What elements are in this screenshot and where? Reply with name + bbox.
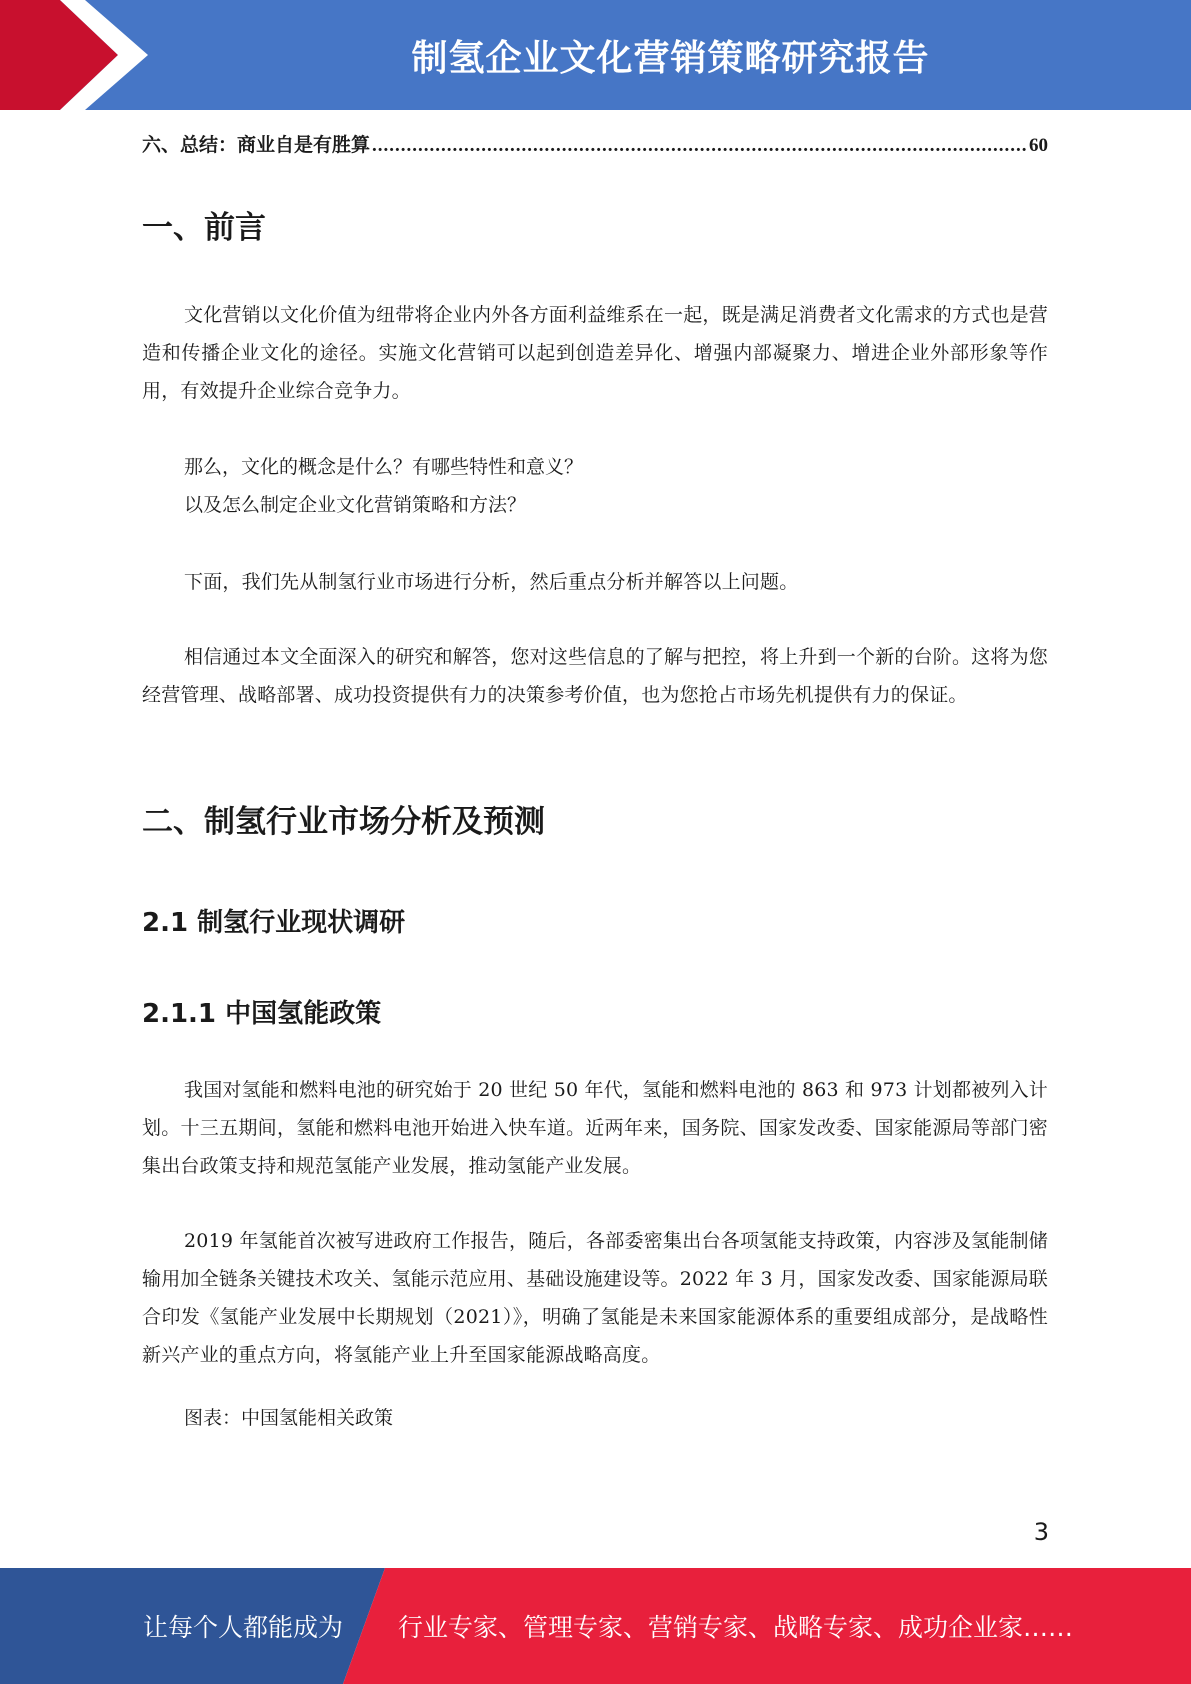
paragraph-preface-1: 文化营销以文化价值为纽带将企业内外各方面利益维系在一起，既是满足消费者文化需求的方式也是营造和传播企业文化的途径。实施文化营销可以起到创造差异化、增强内部凝聚力、增进企业外部形象等作用，有效提升企业综合竞争力。: [142, 304, 1049, 402]
question-line-1: 那么，文化的概念是什么？有哪些特性和意义？: [184, 456, 584, 478]
report-title: 制氢企业文化营销策略研究报告: [411, 37, 930, 79]
page-number: 3: [1033, 1518, 1049, 1546]
footer-slogan-right: 行业专家、管理专家、营销专家、战略专家、成功企业家……: [398, 1613, 1074, 1642]
section-heading-preface: 一、前言: [142, 210, 266, 246]
figure-caption: 图表：中国氢能相关政策: [184, 1407, 394, 1429]
page-header: [0, 0, 1191, 110]
section-heading-market-analysis: 二、制氢行业市场分析及预测: [142, 804, 545, 840]
subsection-heading-2-1-1: 2.1.1 中国氢能政策: [142, 999, 382, 1029]
question-line-2: 以及怎么制定企业文化营销策略和方法？: [184, 494, 527, 516]
paragraph-policy-1: 我国对氢能和燃料电池的研究始于 20 世纪 50 年代，氢能和燃料电池的 863 和 973 计划都被列入计划。十三五期间，氢能和燃料电池开始进入快车道。近两年来，国务院、国家发改委、国家能源局等部门密集出台政策支持和规范氢能产业发展，推动氢能产业发展。: [142, 1079, 1049, 1177]
toc-dot-leader: [372, 135, 1027, 157]
toc-entry[interactable]: [142, 130, 1048, 160]
toc-entry-page: 60: [1029, 135, 1048, 156]
footer-slogan-left: 让每个人都能成为: [143, 1613, 344, 1642]
page-footer: [0, 1568, 1191, 1684]
toc-entry-label: 六、总结：商业自是有胜算: [142, 135, 371, 156]
paragraph-policy-2: 2019 年氢能首次被写进政府工作报告，随后，各部委密集出台各项氢能支持政策，内容涉及氢能制储输用加全链条关键技术攻关、氢能示范应用、基础设施建设等。2022 年 3 月，国家发改委、国家能源局联合印发《氢能产业发展中长期规划（2021）》，明确了氢能是未来国家能源体系的重要组成部分，是战略性新兴产业的重点方向，将氢能产业上升至国家能源战略高度。: [142, 1230, 1048, 1366]
paragraph-preface-2: 下面，我们先从制氢行业市场进行分析，然后重点分析并解答以上问题。: [184, 571, 799, 593]
paragraph-preface-3: 相信通过本文全面深入的研究和解答，您对这些信息的了解与把控，将上升到一个新的台阶。这将为您经营管理、战略部署、成功投资提供有力的决策参考价值，也为您抢占市场先机提供有力的保证。: [142, 646, 1049, 706]
header-arrow-decoration: [0, 0, 160, 110]
subsection-heading-2-1: 2.1 制氢行业现状调研: [142, 908, 406, 938]
